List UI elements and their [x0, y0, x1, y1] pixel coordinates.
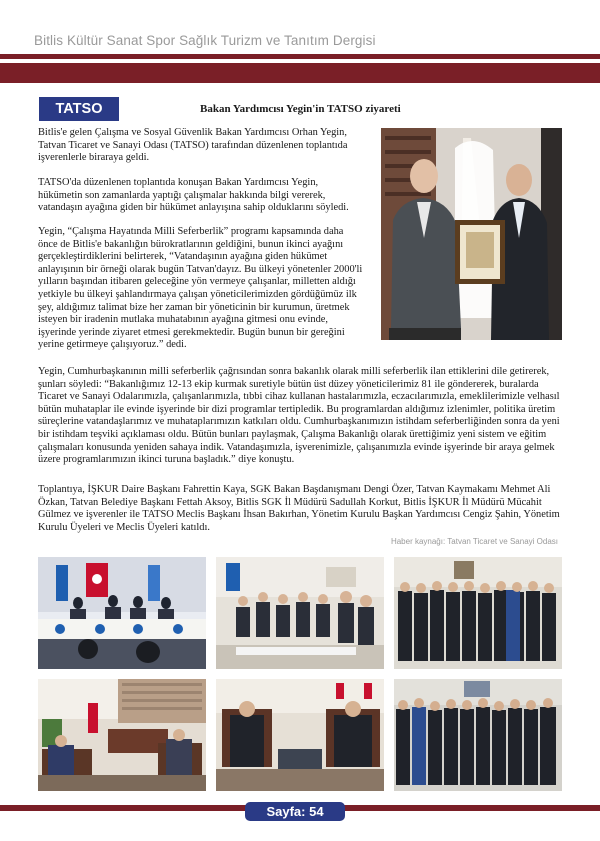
paragraph-mobilization: Yegin, Cumhurbaşkanının milli seferberlik çağrısından sonra bakanlık olarak milli seferberlik ilan ettiklerini dile getirerek, şunları söyledi: “Bakanlığımız 12-13 ekip kurmak suretiyle bütün üst düzey yöneticilerimiz 81 ile göndererek, buralarda Ticaret ve Sanayi Odalarımızla, çalışanlarımızla, tıbbi cihaz kullanan hastalarımızla, eczacılarımızla, emeklilerimizle velhasıl bütün muhataplar ile evinde işyerinde bir dizi programlar tertipledik. Bu programlardan aldığımız izlenimler, politika üretim süreçlerine vatandaşlarımız ve muhataplarımızın katkıları oldu. Cumhurbaşkanımızın istihdam seferberliğinden sonra da yeni bir istihdam teşviki açıklaması oldu. Bütün bunları paylaşmak, Çalışma Bakanlığı olarak ürettiğimiz yeni sistem ve eğitim çalışmaları konusunda yeniden sahaya indik. Vatandaşımızla, işverenimizle, çalışanımızla evinde işyerinde bir araya gelmek üzere programlarımızın ikinci turuna başladık.” diye konuştu. — [38, 366, 560, 466]
gallery-photo-2 — [216, 557, 384, 669]
page-number: Sayfa: 54 — [245, 802, 345, 821]
paragraph-quote: Yegin, “Çalışma Hayatında Milli Seferberlik” programı kapsamında daha önce de Bitlis'e bakanlığın bürokratlarının geldiğini, bunun ikinci ayağını gerçekleştirdiklerini belirterek, “Vatandaşının ayağına giden hükümet anlayışının bir örneği olarak bugün Tatvan'dayız. Bu ülkeyi yönetenler 2000'li yılların başından itibaren geleceğine yön vermeye çalışanlar, milletten aldığı yetkiyle bu ülkeyi şahlandırmaya çalışan yöneticilerimizden gördüğümüz ilk şey, aldığımız talimat bize her zaman bir yöneticinin bir kurumun, üretmek isteyen bir iradenin mutlaka muhatabının ayağına gitmesi onu evinde, işyerinde yerinde ziyaret etmesi gerekmektedir. Bugün bunun bir gereğini yerine getirmeye çalışıyoruz.” dedi. — [38, 226, 363, 351]
gallery-photo-3 — [394, 557, 562, 669]
gallery-photo-1 — [38, 557, 206, 669]
gallery-photo-4 — [38, 679, 206, 791]
article-headline: Bakan Yardımcısı Yegin'in TATSO ziyareti — [200, 103, 401, 115]
paragraph-attendees: Toplantıya, İŞKUR Daire Başkanı Fahrettin Kaya, SGK Bakan Başdanışmanı Dengi Özer, Tatvan Kaymakamı Mehmet Ali Özkan, Tatvan Belediye Başkanı Fettah Aksoy, Bitlis SGK İl Müdürü Sadullah Korkut, Bitlis İŞKUR İl Müdürü Mücahit Gülmez ve işverenler ile TATSO Meclis Başkanı İhsan Bakırhan, Yönetim Kurulu Başkan Yardımcısı Cengiz Şahin, Yönetim Kurulu Üyeleri ve Meclis Üyeleri katıldı. — [38, 484, 560, 533]
paragraph-intro: Bitlis'e gelen Çalışma ve Sosyal Güvenlik Bakan Yardımcısı Orhan Yegin, Tatvan Ticaret ve Sanayi Odası (TATSO) tarafından düzenlenen toplantıda işverenlerle biraraya geldi. — [38, 127, 348, 164]
paragraph-meeting: TATSO'da düzenlenen toplantıda konuşan Bakan Yardımcısı Yegin, hükümetin son zamanlarda yaptığı çalışmalar hakkında bilgi vererek, vatandaşın ayağına giden bir hükümet anlayışına sahip olduklarını söyledi. — [38, 177, 349, 214]
magazine-title: Bitlis Kültür Sanat Spor Sağlık Turizm ve Tanıtım Dergisi — [34, 33, 376, 48]
gallery-photo-5 — [216, 679, 384, 791]
gallery-photo-6 — [394, 679, 562, 791]
section-tag: TATSO — [39, 97, 119, 121]
header-band-bottom — [0, 63, 600, 83]
main-photo-plaque-presentation — [381, 128, 562, 340]
news-source: Haber kaynağı: Tatvan Ticaret ve Sanayi Odası — [390, 537, 558, 546]
